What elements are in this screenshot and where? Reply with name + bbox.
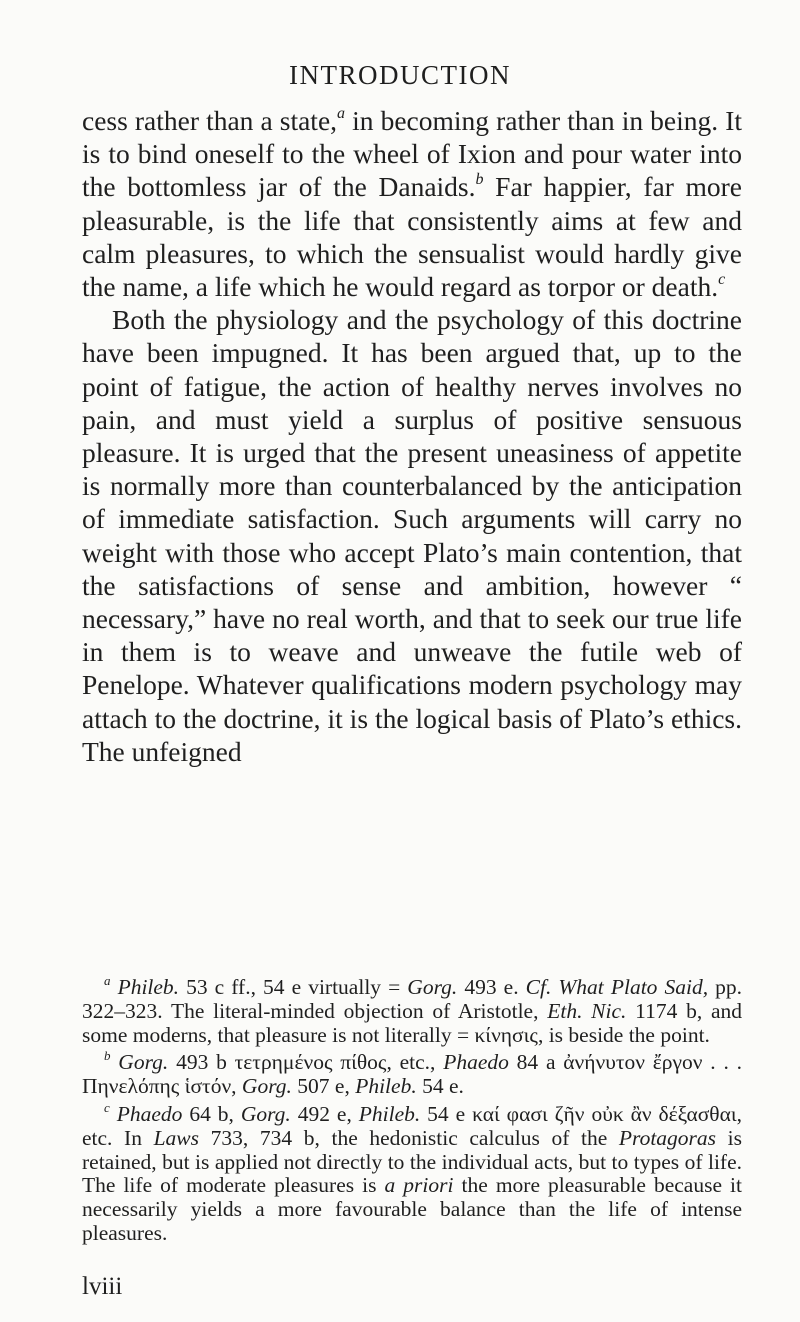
note-run: 54 e.: [416, 1074, 464, 1099]
work-title: Protagoras: [618, 1125, 717, 1150]
footnote-c: [82, 1099, 743, 1246]
footnote-marker: c: [104, 1099, 110, 1115]
text-run: cess rather than a state,: [82, 105, 338, 136]
text-run: Far happier, far more pleasurable, is the life that consistently aims at few and calm pleasures, to which the sensualist would hardly give the name, a life which he would regard as torpor or death.: [82, 171, 742, 303]
work-title: Cf. What Plato Said,: [525, 975, 709, 999]
note-run: [110, 1102, 117, 1126]
running-head: INTRODUCTION: [289, 60, 511, 90]
work-title: Phileb.: [358, 1101, 421, 1126]
note-run: 84 a ἀνήνυτον ἔργον . . . Πηνελόπης ἱστόν,: [82, 1050, 742, 1099]
note-run: is retained, but is applied not directly to the individual acts, but to types of life. The life of moderate pleasures is: [82, 1125, 743, 1198]
note-run: 493 b τετρημένος πίθος, etc.,: [168, 1050, 444, 1075]
work-title: Phileb.: [117, 975, 180, 999]
footnote-b: [82, 1048, 742, 1099]
work-title: Phaedo: [443, 1050, 509, 1075]
main-text: [82, 104, 742, 768]
note-run: 492 e,: [290, 1101, 359, 1126]
footnote-ref-a: a: [337, 105, 346, 122]
footnote-ref-b: b: [475, 171, 484, 189]
note-run: [111, 975, 118, 999]
text-run: in becoming rather than in being. It is to bind oneself to the wheel of Ixion and pour water into the bottomless jar of the Danaids.: [82, 105, 742, 203]
work-title: Gorg.: [407, 975, 458, 999]
note-run: 1174 b, and some moderns, that pleasure is not literally = κίνησις, is beside the point.: [82, 998, 742, 1047]
latin-phrase: a priori: [384, 1173, 454, 1198]
page-number: lviii: [82, 1273, 123, 1300]
note-run: pp. 322–323. The literal-minded objection of Aristotle,: [82, 975, 743, 1023]
note-run: 64 b,: [182, 1101, 241, 1126]
footnote-a: [82, 973, 743, 1047]
paragraph-1: [82, 104, 742, 303]
work-title: Phileb.: [355, 1074, 417, 1099]
note-run: the more pleasurable because it necessarily yields a more favourable balance than the life of intense pleasures.: [82, 1173, 742, 1245]
work-title: Gorg.: [118, 1050, 169, 1075]
footnotes: [82, 973, 743, 1250]
note-run: 493 e.: [457, 975, 526, 999]
work-title: Eth. Nic.: [547, 998, 627, 1023]
work-title: Phaedo: [116, 1101, 183, 1126]
work-title: Laws: [153, 1125, 200, 1150]
work-title: Gorg.: [240, 1101, 291, 1126]
note-run: 733, 734 b, the hedonistic calculus of the: [199, 1125, 619, 1150]
footnote-marker: b: [104, 1048, 111, 1064]
paragraph-2: Both the physiology and the psychology of this doctrine have been impugned. It has been argued that, up to the point of fatigue, the action of healthy nerves involves no pain, and must yield a surplus of positive sensuous pleasure. It is urged that the present uneasiness of appetite is normally more than counterbalanced by the anticipation of immediate satisfaction. Such arguments will carry no weight with those who accept Plato’s main contention, that the satisfactions of sense and ambition, however “ necessary,” have no real worth, and that to seek our true life in them is to weave and unweave the futile web of Penelope. Whatever qualifications modern psychology may attach to the doctrine, it is the logical basis of Plato’s ethics. The unfeigned: [82, 304, 742, 767]
footnote-ref-c: c: [718, 271, 726, 289]
work-title: Gorg.: [241, 1074, 292, 1099]
note-run: 507 e,: [291, 1074, 356, 1099]
note-run: 54 e καί φασι ζῆν οὐκ ἂν δέξασθαι, etc. In: [82, 1101, 743, 1150]
footnote-marker: a: [104, 973, 111, 988]
note-run: 53 c ff., 54 e virtually =: [179, 975, 408, 999]
